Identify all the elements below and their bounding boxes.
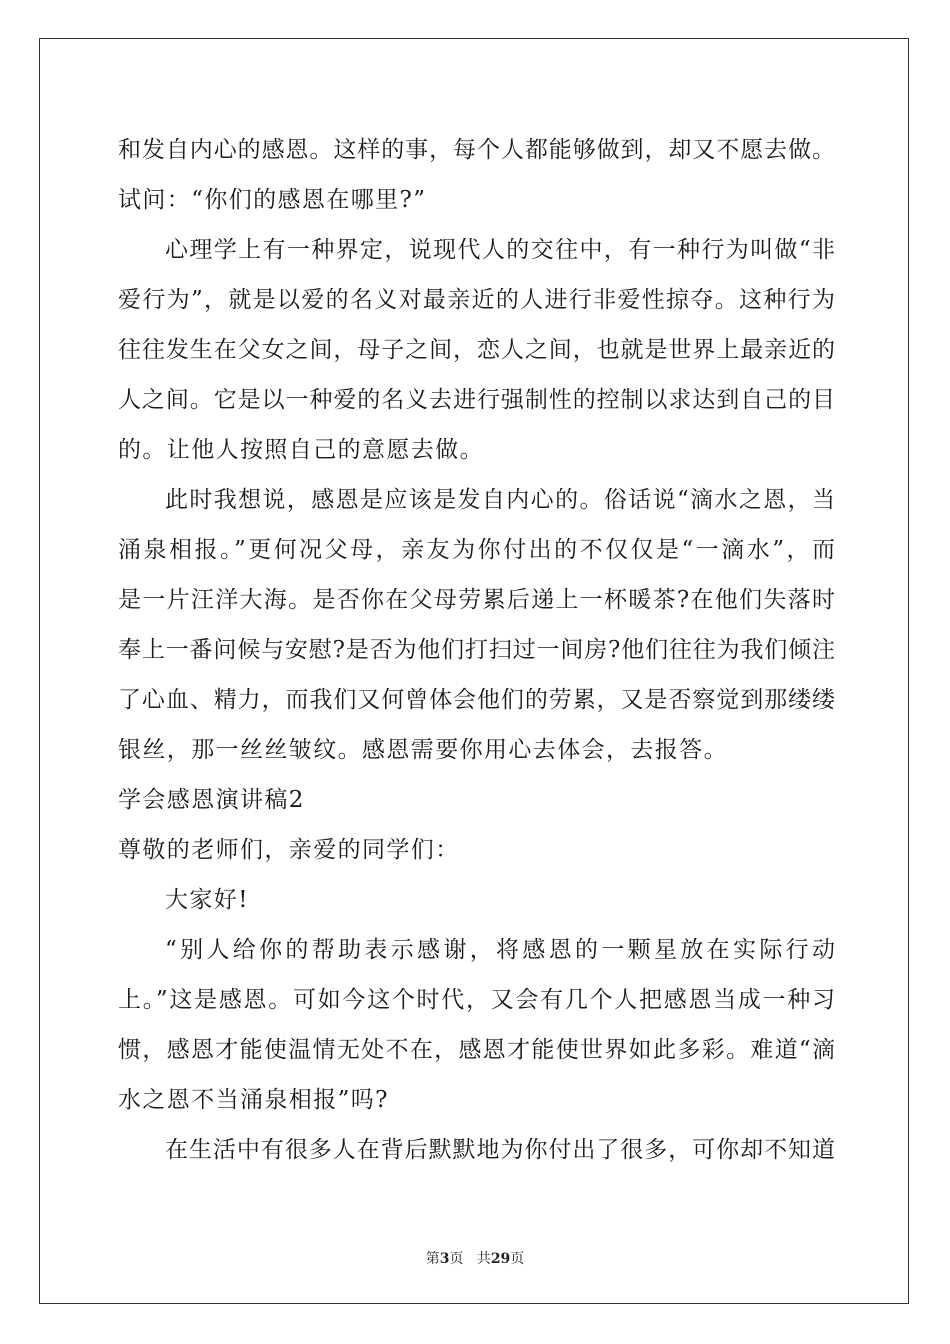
page-footer: [0, 1248, 950, 1268]
text-line: 上。”这是感恩。可如今这个时代，又会有几个人把感恩当成一种习: [118, 987, 835, 1013]
paragraph-first-line: 此时我想说，感恩是应该是发自内心的。俗话说“滴水之恩，当: [165, 487, 835, 513]
section-heading: 学会感恩演讲稿2: [118, 787, 305, 813]
text-line: 是一片汪洋大海。是否你在父母劳累后递上一杯暖茶?在他们失落时: [118, 587, 835, 613]
text-line: 往往发生在父女之间，母子之间，恋人之间，也就是世界上最亲近的: [118, 337, 835, 363]
text-line: 和发自内心的感恩。这样的事，每个人都能够做到，却又不愿去做。: [118, 137, 835, 163]
total-suffix: 页: [510, 1251, 525, 1267]
greeting: 大家好!: [165, 887, 249, 913]
paragraph-first-line: 在生活中有很多人在背后默默地为你付出了很多，可你却不知道: [165, 1137, 835, 1163]
text-line: 银丝，那一丝丝皱纹。感恩需要你用心去体会，去报答。: [118, 737, 728, 763]
page-prefix: 第: [425, 1251, 440, 1267]
text-line: 人之间。它是以一种爱的名义去进行强制性的控制以求达到自己的目: [118, 387, 835, 413]
text-line: 水之恩不当涌泉相报”吗?: [118, 1087, 389, 1113]
text-line: 涌泉相报。”更何况父母，亲友为你付出的不仅仅是“一滴水”，而: [118, 537, 835, 563]
total-prefix: 共: [476, 1251, 491, 1267]
paragraph-first-line: 心理学上有一种界定，说现代人的交往中，有一种行为叫做“非: [165, 237, 835, 263]
salutation: 尊敬的老师们，亲爱的同学们：: [118, 837, 460, 863]
paragraph-first-line: “别人给你的帮助表示感谢，将感恩的一颗星放在实际行动: [165, 937, 835, 963]
total-pages: 29: [490, 1251, 511, 1267]
document-body: [118, 125, 838, 1175]
text-line: 惯，感恩才能使温情无处不在，感恩才能使世界如此多彩。难道“滴: [118, 1037, 835, 1063]
text-line: 爱行为”，就是以爱的名义对最亲近的人进行非爱性掠夺。这种行为: [118, 287, 835, 313]
text-line: 奉上一番问候与安慰?是否为他们打扫过一间房?他们往往为我们倾注: [118, 637, 835, 663]
page-number: 3: [439, 1251, 450, 1267]
page-suffix: 页: [449, 1251, 464, 1267]
text-line: 了心血、精力，而我们又何曾体会他们的劳累，又是否察觉到那缕缕: [118, 687, 835, 713]
text-line: 试问：“你们的感恩在哪里?”: [118, 187, 427, 213]
text-line: 的。让他人按照自己的意愿去做。: [118, 437, 484, 463]
